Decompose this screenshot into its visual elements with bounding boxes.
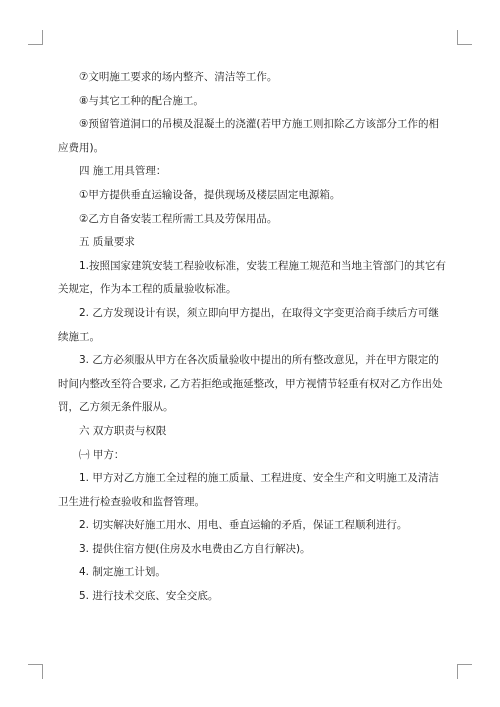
crop-mark-bottom-left — [28, 664, 43, 679]
paragraph: 3. 提供住宿方便(住房及水电费由乙方自行解决)。 — [79, 542, 311, 555]
paragraph: ⑨预留管道洞口的吊模及混凝土的浇灌(若甲方施工则扣除乙方该部分工作的相应费用)。 — [58, 118, 440, 154]
paragraph: 2. 乙方发现设计有误，须立即向甲方提出，在取得文字变更洽商手续后方可继续施工。 — [58, 306, 439, 343]
subsection-heading: ㈠ 甲方： — [79, 448, 125, 461]
paragraph: ⑦文明施工要求的场内整齐、清洁等工作。 — [79, 71, 278, 83]
paragraph: 5. 进行技术交底、安全交底。 — [79, 590, 219, 603]
paragraph: ②乙方自备安装工程所需工具及劳保用品。 — [79, 212, 278, 225]
section-heading: 四 施工用具管理： — [79, 165, 167, 178]
crop-mark-top-right — [457, 30, 472, 45]
crop-mark-top-left — [28, 30, 43, 45]
paragraph: 2. 切实解决好施工用水、用电、垂直运输的矛盾，保证工程顺利进行。 — [79, 519, 408, 532]
section-heading: 六 双方职责与权限 — [79, 424, 167, 437]
paragraph: 4. 制定施工计划。 — [79, 566, 166, 579]
document-body — [58, 66, 448, 609]
paragraph: 1.按照国家建筑安装工程验收标准，安装工程施工规范和当地主管部门的其它有关规定，作为本工程的质量验收标准。 — [58, 259, 447, 296]
paragraph: 1. 甲方对乙方施工全过程的施工质量、工程进度、安全生产和文明施工及清洁卫生进行检查验收和监督管理。 — [58, 472, 439, 508]
paragraph: ①甲方提供垂直运输设备，提供现场及楼层固定电源箱。 — [79, 188, 341, 201]
section-heading: 五 质量要求 — [79, 236, 135, 249]
crop-mark-bottom-right — [457, 664, 472, 679]
paragraph: ⑧与其它工种的配合施工。 — [79, 94, 204, 107]
paragraph: 3. 乙方必须服从甲方在各次质量验收中提出的所有整改意见，并在甲方限定的时间内整改至符合要求, 乙方若拒绝或拖延整改，甲方视情节轻重有权对乙方作出处罚，乙方须无条件服从。 — [58, 354, 443, 414]
